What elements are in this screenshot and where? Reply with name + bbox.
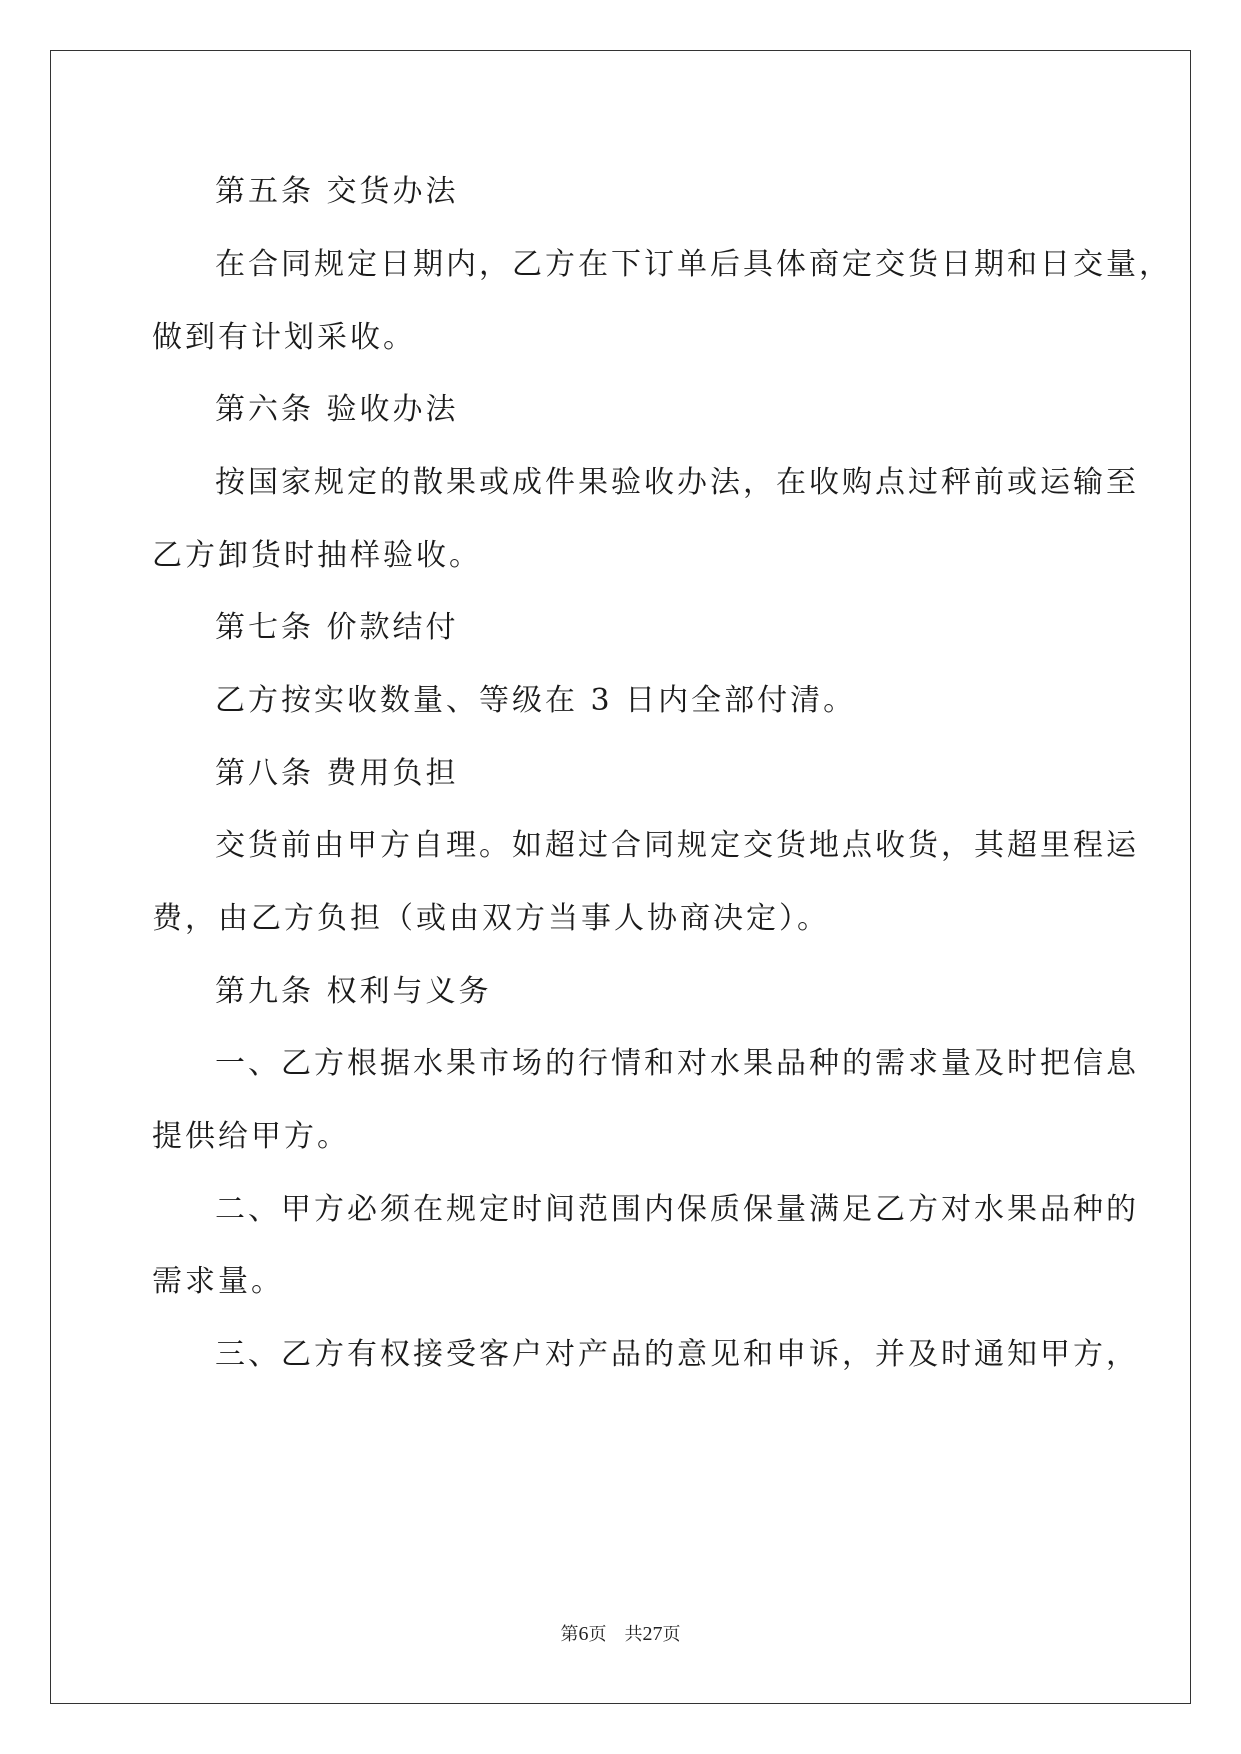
paragraph-line: 需求量。 (152, 1264, 284, 1299)
paragraph-line: 费，由乙方负担（或由双方当事人协商决定）。 (152, 901, 830, 936)
paragraph-line: 在合同规定日期内，乙方在下订单后具体商定交货日期和日交量， (215, 247, 1172, 282)
paragraph-line: 一、乙方根据水果市场的行情和对水果品种的需求量及时把信息 (215, 1046, 1139, 1081)
paragraph-line: 做到有计划采收。 (152, 320, 416, 355)
article-7-heading: 第七条 价款结付 (215, 610, 459, 645)
article-5-heading: 第五条 交货办法 (215, 174, 459, 209)
page-footer (0, 1622, 1241, 1646)
paragraph-line: 二、甲方必须在规定时间范围内保质保量满足乙方对水果品种的 (215, 1192, 1139, 1227)
footer-total-pages: 27 (642, 1623, 663, 1645)
paragraph-line: 三、乙方有权接受客户对产品的意见和申诉，并及时通知甲方， (215, 1337, 1139, 1372)
paragraph-line: 交货前由甲方自理。如超过合同规定交货地点收货，其超里程运 (215, 828, 1139, 863)
footer-page-suffix: 页 (588, 1624, 607, 1644)
footer-prefix: 第 (560, 1624, 579, 1644)
article-9-heading: 第九条 权利与义务 (215, 974, 492, 1009)
footer-page-number: 6 (578, 1623, 589, 1645)
paragraph-line: 提供给甲方。 (152, 1119, 350, 1154)
paragraph-line: 乙方按实收数量、等级在 3 日内全部付清。 (215, 683, 857, 718)
paragraph-line: 乙方卸货时抽样验收。 (152, 538, 482, 573)
article-8-heading: 第八条 费用负担 (215, 756, 459, 791)
page-frame (50, 50, 1191, 1704)
paragraph-line: 按国家规定的散果或成件果验收办法，在收购点过秤前或运输至 (215, 465, 1139, 500)
footer-total-suffix: 页 (662, 1624, 681, 1644)
article-6-heading: 第六条 验收办法 (215, 392, 459, 427)
footer-total-prefix: 共 (624, 1624, 643, 1644)
